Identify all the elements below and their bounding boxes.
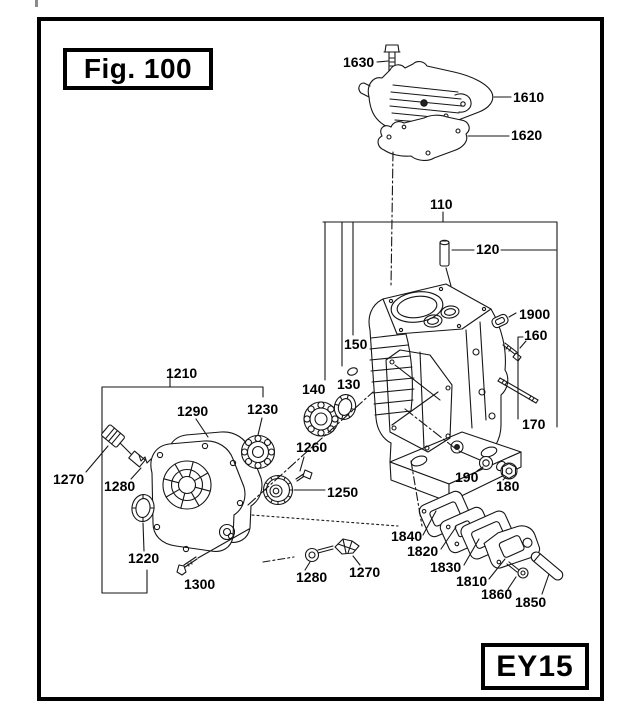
callout-1290: 1290 bbox=[177, 403, 209, 419]
callout-170: 170 bbox=[522, 416, 546, 432]
figure-number-box bbox=[63, 48, 213, 90]
callout-1280-bottom: 1280 bbox=[296, 569, 328, 585]
callout-1620: 1620 bbox=[511, 127, 543, 143]
callout-1610: 1610 bbox=[513, 89, 545, 105]
callout-1850: 1850 bbox=[515, 594, 547, 610]
callout-1840: 1840 bbox=[391, 528, 423, 544]
model-code-label: EY15 bbox=[496, 649, 574, 683]
callout-1220: 1220 bbox=[128, 550, 160, 566]
callout-1810: 1810 bbox=[456, 573, 488, 589]
callout-1270-left: 1270 bbox=[53, 471, 85, 487]
callout-180: 180 bbox=[496, 478, 520, 494]
callout-1210: 1210 bbox=[166, 365, 198, 381]
figure-number-label: Fig. 100 bbox=[83, 53, 193, 84]
callout-150: 150 bbox=[344, 336, 368, 352]
callout-1260: 1260 bbox=[296, 439, 328, 455]
callout-120: 120 bbox=[476, 241, 500, 257]
callout-1830: 1830 bbox=[430, 559, 462, 575]
scan-artifact-tick bbox=[35, 0, 38, 7]
callout-1250: 1250 bbox=[327, 484, 359, 500]
callout-1860: 1860 bbox=[481, 586, 513, 602]
callout-140: 140 bbox=[302, 381, 326, 397]
callout-1270-bottom: 1270 bbox=[349, 564, 381, 580]
callout-160: 160 bbox=[524, 327, 548, 343]
callout-1820: 1820 bbox=[407, 543, 439, 559]
callout-1280-left: 1280 bbox=[104, 478, 136, 494]
callout-190: 190 bbox=[455, 469, 479, 485]
callout-1230: 1230 bbox=[247, 401, 279, 417]
callout-1900: 1900 bbox=[519, 306, 551, 322]
callout-110: 110 bbox=[430, 196, 453, 212]
model-code-box bbox=[481, 643, 589, 690]
callout-130: 130 bbox=[337, 376, 361, 392]
callout-1300: 1300 bbox=[184, 576, 216, 592]
callout-1630: 1630 bbox=[343, 54, 375, 70]
